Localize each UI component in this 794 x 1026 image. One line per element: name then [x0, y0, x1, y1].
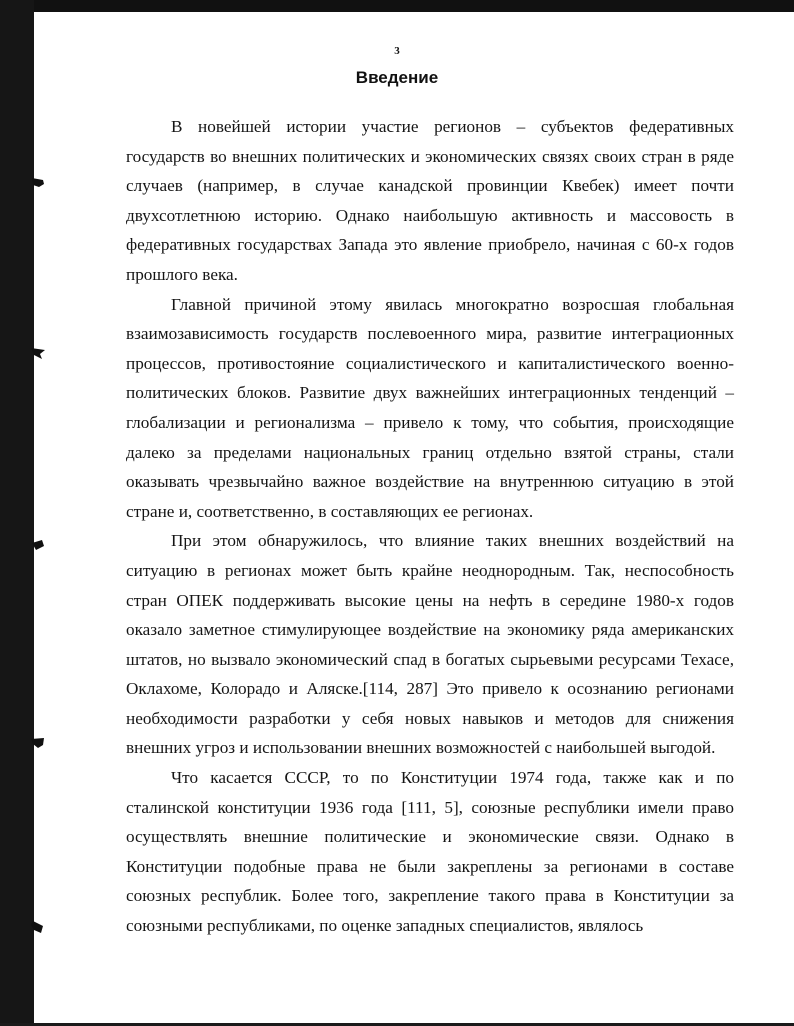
- page-title: Введение: [355, 68, 439, 87]
- binding-hole-mark: [30, 920, 46, 934]
- paragraph: При этом обнаружилось, что влияние таких внешних воздействий на ситуацию в регионах может быть крайне неоднородным. Так, неспособность стран ОПЕК поддерживать высокие цены на нефть в середине 1980-х годов оказало заметное стимулирующее воздействие на экономику ряда американских штатов, но вызвало экономический спад в богатых сырьевыми ресурсами Техасе, Оклахоме, Колорадо и Аляске.[114, 287] Это привело к осознанию регионами необходимости разработки у себя новых навыков и методов для снижения внешних угроз и использовании внешних возможностей с наибольшей выгодой.: [126, 531, 734, 758]
- binding-hole-mark: [30, 538, 46, 552]
- page-number: 3: [394, 45, 400, 57]
- scan-edge-left: [0, 0, 34, 1026]
- binding-hole-mark: [30, 346, 46, 360]
- binding-hole-mark: [30, 175, 46, 189]
- scan-edge-top: [0, 0, 794, 12]
- body-text: [126, 112, 734, 941]
- paragraph: В новейшей истории участие регионов – субъектов федеративных государств во внешних политических и экономических связях своих стран в ряде случаев (например, в случае канадской провинции Квебек) имеет почти двухсотлетнюю историю. Однако наибольшую активность и массовость в федеративных государствах Запада это явление приобрело, начиная с 60-х годов прошлого века.: [126, 117, 734, 284]
- binding-hole-mark: [30, 735, 46, 749]
- paragraph: Главной причиной этому явилась многократно возросшая глобальная взаимозависимость государств послевоенного мира, развитие интеграционных процессов, противостояние социалистического и капиталистического военно-политических блоков. Развитие двух важнейших интеграционных тенденций – глобализации и регионализма – привело к тому, что события, происходящие далеко за пределами национальных границ отдельно взятой страны, стали оказывать чрезвычайно важное воздействие на внутреннюю ситуацию в этой стране и, соответственно, в составляющих ее регионах.: [126, 294, 734, 521]
- paragraph: Что касается СССР, то по Конституции 1974 года, также как и по сталинской конституции 1936 года [111, 5], союзные республики имели право осуществлять внешние политические и экономические связи. Однако в Конституции подобные права не были закреплены за регионами в составе союзных республик. Более того, закрепление такого права в Конституции за союзными республиками, по оценке западных специалистов, являлось: [126, 768, 734, 936]
